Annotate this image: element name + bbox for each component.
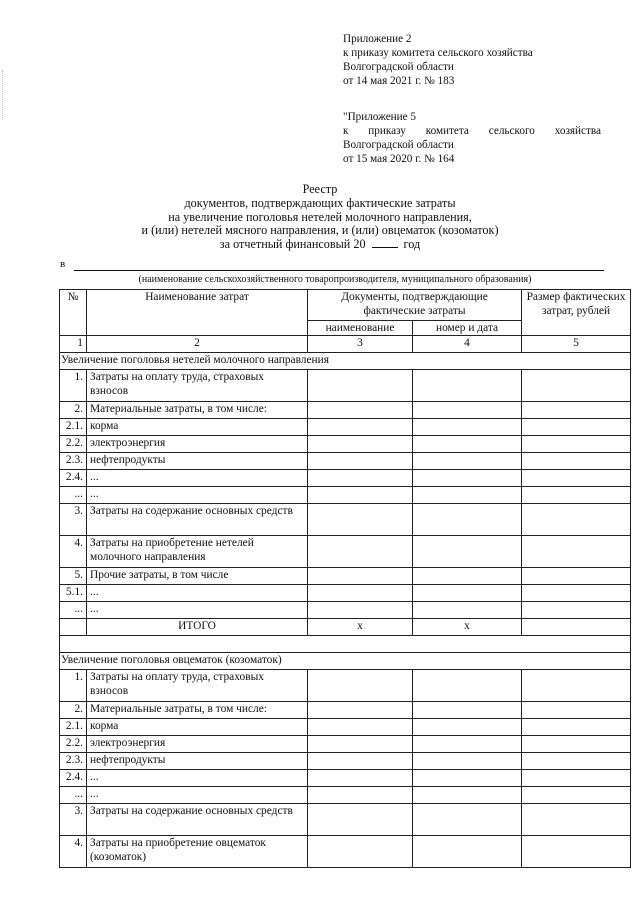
title-line: на увеличение поголовья нетелей молочного направления,: [168, 209, 472, 224]
spacer-cell: [60, 636, 631, 653]
doc-number-date-cell[interactable]: [413, 585, 522, 602]
doc-number-date-cell[interactable]: [413, 804, 522, 836]
row-number: 2.1.: [60, 419, 87, 436]
head-doc-number-date: номер и дата: [413, 321, 522, 336]
row-cost-name: ...: [87, 787, 308, 804]
head-doc-name: наименование: [308, 321, 413, 336]
doc-name-cell[interactable]: [308, 670, 413, 702]
doc-name-cell[interactable]: [308, 702, 413, 719]
row-number: 4.: [60, 836, 87, 868]
total-row: [60, 619, 631, 636]
row-cost-name: ...: [87, 487, 308, 504]
doc-name-cell[interactable]: [308, 753, 413, 770]
row-cost-name: Материальные затраты, в том числе:: [87, 702, 308, 719]
doc-number-date-cell[interactable]: [413, 602, 522, 619]
appendix-5-word: хозяйства: [554, 125, 601, 137]
total-amount-cell[interactable]: [522, 619, 631, 636]
doc-number-date-cell[interactable]: [413, 504, 522, 536]
doc-number-date-cell[interactable]: [413, 453, 522, 470]
table-row: [60, 453, 631, 470]
actual-costs-cell[interactable]: [522, 568, 631, 585]
row-cost-name: нефтепродукты: [87, 753, 308, 770]
actual-costs-cell[interactable]: [522, 836, 631, 868]
register-table-body: [60, 290, 631, 868]
row-number: 4.: [60, 536, 87, 568]
doc-name-cell[interactable]: [308, 568, 413, 585]
actual-costs-cell[interactable]: [522, 487, 631, 504]
doc-number-date-cell[interactable]: [413, 787, 522, 804]
title-line: и (или) нетелей мясного направления, и (или) овцематок (козоматок): [141, 223, 499, 238]
appendix-2-line: Приложение 2: [343, 33, 412, 45]
column-number-cell: 4: [413, 336, 522, 353]
actual-costs-cell[interactable]: [522, 753, 631, 770]
appendix-5-word: приказу: [368, 125, 406, 137]
recipient-prefix: в: [60, 258, 66, 270]
doc-name-cell[interactable]: [308, 436, 413, 453]
recipient-blank-line[interactable]: [74, 270, 604, 271]
actual-costs-cell[interactable]: [522, 670, 631, 702]
actual-costs-cell[interactable]: [522, 470, 631, 487]
appendix-2-line: от 14 мая 2021 г. № 183: [343, 75, 455, 87]
spacer-row: [60, 636, 631, 653]
table-row: [60, 804, 631, 836]
appendix-5-line: от 15 мая 2020 г. № 164: [343, 153, 455, 165]
doc-name-cell[interactable]: [308, 453, 413, 470]
row-cost-name: Затраты на содержание основных средств: [87, 504, 308, 536]
row-number: 2.2.: [60, 436, 87, 453]
appendix-2-line: Волгоградской области: [343, 61, 454, 73]
head-actual-costs: Размер фактических затрат, рублей: [522, 290, 631, 336]
table-row: [60, 753, 631, 770]
actual-costs-cell[interactable]: [522, 402, 631, 419]
table-row: [60, 419, 631, 436]
table-row: [60, 585, 631, 602]
total-label: ИТОГО: [87, 619, 308, 636]
column-number-cell: 2: [87, 336, 308, 353]
appendix-5-header: [343, 110, 601, 166]
row-number: 2.1.: [60, 719, 87, 736]
doc-name-cell[interactable]: [308, 770, 413, 787]
row-number: 3.: [60, 804, 87, 836]
row-number: 5.: [60, 568, 87, 585]
head-cost-name: Наименование затрат: [87, 290, 308, 336]
row-number: 1.: [60, 370, 87, 402]
doc-name-cell[interactable]: [308, 736, 413, 753]
doc-name-cell[interactable]: [308, 836, 413, 868]
column-number-cell: 1: [60, 336, 87, 353]
doc-name-cell[interactable]: [308, 585, 413, 602]
doc-number-date-cell[interactable]: [413, 402, 522, 419]
appendix-5-line: Волгоградской области: [343, 139, 454, 151]
table-row: [60, 436, 631, 453]
row-cost-name: ...: [87, 470, 308, 487]
actual-costs-cell[interactable]: [522, 804, 631, 836]
actual-costs-cell[interactable]: [522, 585, 631, 602]
doc-name-cell[interactable]: [308, 419, 413, 436]
table-row: [60, 787, 631, 804]
actual-costs-cell[interactable]: [522, 436, 631, 453]
doc-name-cell[interactable]: [308, 719, 413, 736]
table-row: [60, 719, 631, 736]
column-number-cell: 5: [522, 336, 631, 353]
doc-name-cell[interactable]: [308, 470, 413, 487]
table-row: [60, 536, 631, 568]
row-cost-name: Затраты на содержание основных средств: [87, 804, 308, 836]
title-line: Реестр: [302, 182, 338, 196]
row-cost-name: Затраты на приобретение нетелей молочного направления: [87, 536, 308, 568]
row-number: 2.: [60, 702, 87, 719]
doc-number-date-cell[interactable]: [413, 436, 522, 453]
appendix-5-word: сельского: [488, 125, 535, 137]
doc-number-date-cell[interactable]: [413, 736, 522, 753]
row-cost-name: Материальные затраты, в том числе:: [87, 402, 308, 419]
document-title: [0, 183, 640, 252]
title-year-suffix: год: [403, 237, 421, 252]
title-line: документов, подтверждающих фактические затраты: [184, 195, 456, 210]
table-row: [60, 568, 631, 585]
table-row: [60, 702, 631, 719]
row-cost-name: корма: [87, 719, 308, 736]
register-table: [59, 289, 631, 868]
row-cost-name: электроэнергия: [87, 436, 308, 453]
doc-name-cell[interactable]: [308, 370, 413, 402]
appendix-2-line: к приказу комитета сельского хозяйства: [343, 47, 533, 59]
actual-costs-cell[interactable]: [522, 719, 631, 736]
doc-number-date-cell[interactable]: [413, 470, 522, 487]
section-title: Увеличение поголовья нетелей молочного направления: [60, 353, 631, 370]
doc-number-date-cell[interactable]: [413, 719, 522, 736]
row-number: ...: [60, 787, 87, 804]
actual-costs-cell[interactable]: [522, 370, 631, 402]
row-number: 2.3.: [60, 753, 87, 770]
total-doc-number-x: х: [413, 619, 522, 636]
row-number: 3.: [60, 504, 87, 536]
doc-number-date-cell[interactable]: [413, 536, 522, 568]
row-cost-name: Затраты на оплату труда, страховых взносов: [87, 370, 308, 402]
section-title-row: [60, 353, 631, 370]
row-cost-name: ...: [87, 585, 308, 602]
column-number-cell: 3: [308, 336, 413, 353]
appendix-2-header: [343, 32, 533, 88]
appendix-5-line-justified: [343, 124, 601, 138]
table-row: [60, 770, 631, 787]
row-number: 2.: [60, 402, 87, 419]
row-cost-name: Затраты на оплату труда, страховых взносов: [87, 670, 308, 702]
actual-costs-cell[interactable]: [522, 504, 631, 536]
row-number: 2.3.: [60, 453, 87, 470]
row-number: 2.2.: [60, 736, 87, 753]
actual-costs-cell[interactable]: [522, 453, 631, 470]
doc-number-date-cell[interactable]: [413, 702, 522, 719]
table-row: [60, 602, 631, 619]
doc-name-cell[interactable]: [308, 602, 413, 619]
table-row: [60, 487, 631, 504]
row-number: ...: [60, 602, 87, 619]
doc-name-cell[interactable]: [308, 504, 413, 536]
doc-name-cell[interactable]: [308, 487, 413, 504]
actual-costs-cell[interactable]: [522, 602, 631, 619]
recipient-caption: (наименование сельскохозяйственного товаропроизводителя, муниципального образования): [138, 274, 532, 285]
row-number: 2.4.: [60, 470, 87, 487]
row-cost-name: корма: [87, 419, 308, 436]
actual-costs-cell[interactable]: [522, 736, 631, 753]
year-blank-field[interactable]: [372, 238, 398, 248]
doc-number-date-cell[interactable]: [413, 568, 522, 585]
head-documents: Документы, подтверждающие фактические затраты: [308, 290, 522, 321]
total-doc-name-x: х: [308, 619, 413, 636]
actual-costs-cell[interactable]: [522, 787, 631, 804]
doc-number-date-cell[interactable]: [413, 836, 522, 868]
title-year-prefix: за отчетный финансовый 20: [219, 237, 366, 252]
row-number: ...: [60, 487, 87, 504]
appendix-5-line: "Приложение 5: [343, 111, 417, 123]
doc-number-date-cell[interactable]: [413, 670, 522, 702]
doc-number-date-cell[interactable]: [413, 370, 522, 402]
doc-name-cell[interactable]: [308, 536, 413, 568]
actual-costs-cell[interactable]: [522, 702, 631, 719]
actual-costs-cell[interactable]: [522, 419, 631, 436]
table-row: [60, 504, 631, 536]
doc-name-cell[interactable]: [308, 804, 413, 836]
doc-name-cell[interactable]: [308, 787, 413, 804]
title-year-line: [0, 238, 640, 252]
table-row: [60, 470, 631, 487]
table-row: [60, 370, 631, 402]
table-row: [60, 402, 631, 419]
actual-costs-cell[interactable]: [522, 536, 631, 568]
doc-number-date-cell[interactable]: [413, 487, 522, 504]
appendix-5-word: к: [343, 125, 349, 137]
total-number-cell: [60, 619, 87, 636]
row-number: 5.1.: [60, 585, 87, 602]
scan-edge-mark: [2, 70, 6, 120]
row-cost-name: ...: [87, 602, 308, 619]
row-cost-name: нефтепродукты: [87, 453, 308, 470]
doc-name-cell[interactable]: [308, 402, 413, 419]
row-cost-name: электроэнергия: [87, 736, 308, 753]
doc-number-date-cell[interactable]: [413, 753, 522, 770]
row-cost-name: Затраты на приобретение овцематок (козоматок): [87, 836, 308, 868]
section-title-row: [60, 653, 631, 670]
table-row: [60, 736, 631, 753]
column-number-row: [60, 336, 631, 353]
row-number: 2.4.: [60, 770, 87, 787]
table-row: [60, 670, 631, 702]
appendix-5-word: комитета: [425, 125, 469, 137]
row-number: 1.: [60, 670, 87, 702]
row-cost-name: ...: [87, 770, 308, 787]
row-cost-name: Прочие затраты, в том числе: [87, 568, 308, 585]
doc-number-date-cell[interactable]: [413, 770, 522, 787]
section-title: Увеличение поголовья овцематок (козоматок): [60, 653, 631, 670]
head-number: №: [60, 290, 87, 336]
doc-number-date-cell[interactable]: [413, 419, 522, 436]
actual-costs-cell[interactable]: [522, 770, 631, 787]
table-row: [60, 836, 631, 868]
